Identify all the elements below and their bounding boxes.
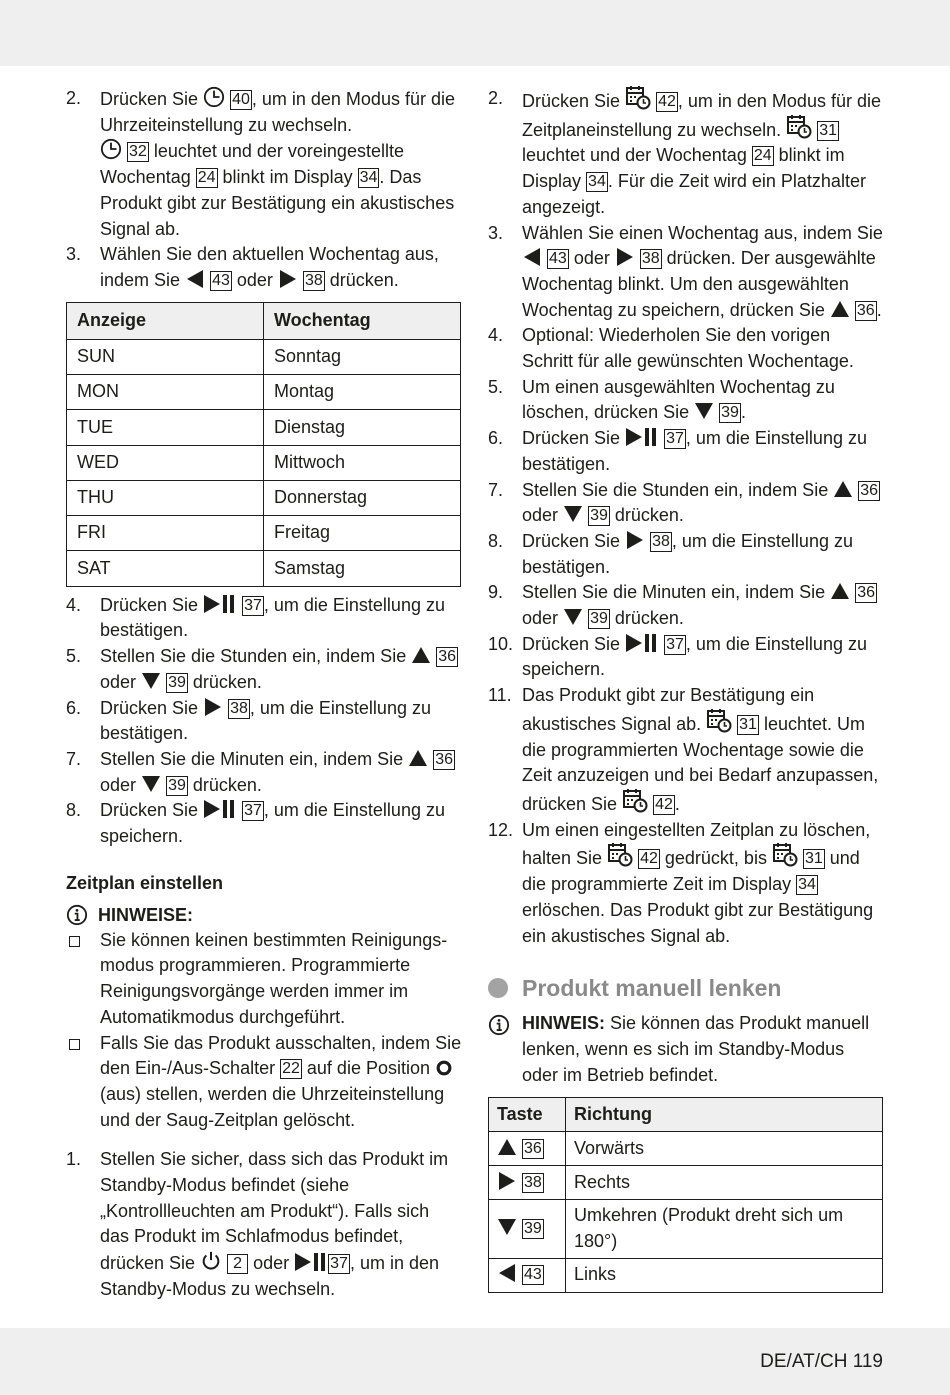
table-cell: Mittwoch (264, 445, 461, 480)
ref-number: 32 (129, 143, 147, 161)
ref-number: 31 (819, 121, 837, 139)
power-icon (200, 1250, 222, 1272)
table-row (67, 480, 461, 515)
step-7-minutes: 7. Stellen Sie die Minuten ein, indem Sie 36 oder 39 drücken. (66, 748, 454, 795)
left-triangle-icon (522, 247, 542, 267)
left-column (66, 86, 462, 1303)
schedule-calendar-icon (706, 709, 732, 733)
ref-number: 38 (230, 699, 248, 717)
subheading-zeitplan: Zeitplan einstellen (66, 872, 224, 893)
note-item: Falls Sie das Produkt ausschalten, indem Sie den Ein-/Aus-Schalter 22 auf die Position (aus) stellen, werden die Uhrzeiteinstellung und der Saug-Zeitplan gelöscht. (66, 1031, 462, 1134)
step-5-delete-day: 5. Um einen ausgewählten Wochentag zu löschen, drücken Sie 39 . (488, 376, 835, 423)
table-header: Wochentag (264, 302, 461, 339)
step-6-confirm: 6. Drücken Sie 38 , um die Einstellung zu bestätigen. (66, 697, 431, 744)
table-header: Taste (489, 1098, 566, 1132)
ref-number: 38 (641, 250, 660, 268)
clock-icon (100, 138, 122, 160)
up-triangle-icon (411, 645, 431, 665)
section-heading: Produkt manuell lenken (488, 973, 884, 1003)
checkbox-bullet-icon (66, 1031, 100, 1134)
notes-heading: HINWEISE: (66, 902, 462, 928)
off-position-icon (435, 1059, 453, 1077)
ref-number: 42 (655, 795, 673, 813)
table-header: Anzeige (67, 302, 264, 339)
down-triangle-icon (563, 504, 583, 524)
ref-number: 34 (588, 173, 606, 191)
ref-number: 43 (549, 250, 567, 268)
table-row (67, 374, 461, 409)
table-row (489, 1166, 883, 1200)
ref-number: 37 (666, 635, 684, 653)
down-triangle-icon (497, 1217, 517, 1237)
table-row (67, 445, 461, 480)
table-cell: SAT (67, 551, 264, 586)
ref-number: 36 (524, 1139, 542, 1157)
ref-number: 37 (666, 430, 684, 448)
table-cell: THU (67, 480, 264, 515)
info-icon (488, 1011, 522, 1088)
table-row (67, 410, 461, 445)
clock-icon (203, 86, 225, 108)
right-column (488, 86, 884, 1293)
step-1-standby: 1. Stellen Sie sicher, dass sich das Produkt im Standby-Modus befindet (siehe „Kontrollleuchten am Produkt“). Falls sich das Produkt im Schlafmodus befindet, drücken Sie 2 oder 37 , um in den Standby-Modus zu wechseln. (66, 1149, 449, 1299)
down-triangle-icon (141, 774, 161, 794)
direction-table (488, 1097, 883, 1292)
down-triangle-icon (563, 607, 583, 627)
section-bullet-icon (488, 978, 508, 998)
ref-number: 36 (856, 301, 875, 319)
left-triangle-icon (497, 1263, 517, 1283)
ref-number: 37 (330, 1255, 348, 1273)
up-triangle-icon (830, 299, 850, 319)
ref-number: 24 (753, 147, 772, 165)
right-triangle-icon (615, 247, 635, 267)
step-8-confirm: 8. Drücken Sie 38 , um die Einstellung zu bestätigen. (488, 530, 853, 577)
right-triangle-icon (625, 530, 645, 550)
step-5-hours: 5. Stellen Sie die Stunden ein, indem Sie 36 oder 39 drücken. (66, 646, 457, 692)
table-cell: Rechts (566, 1166, 883, 1200)
down-triangle-icon (694, 401, 714, 421)
table-row (489, 1132, 883, 1166)
ref-number: 43 (212, 271, 230, 289)
table-cell (489, 1200, 566, 1258)
note-item: Sie können keinen bestimmten Reinigungsmodus programmieren. Programmierte Reinigungsvorgänge werden immer im Automatikmodus durchgeführt. (66, 928, 462, 1031)
ref-number: 36 (857, 584, 876, 602)
ref-number: 39 (590, 507, 608, 525)
right-triangle-icon (497, 1171, 517, 1191)
step-12-delete-schedule: 12. Um einen eingestellten Zeitplan zu löschen, halten Sie 42 gedrückt, bis 31 und die programmierte Zeit im Display 34 erlöschen. Das Produkt gibt zur Bestätigung ein akustisches Signal ab. (488, 819, 874, 946)
table-row (67, 551, 461, 586)
step-11-signal: 11. Das Produkt gibt zur Bestätigung ein akustisches Signal ab. 31 leuchtet. Um die programmierten Wochentage sowie die Zeit anzuzeigen und bei Bedarf anzupassen, drücken Sie 42 . (488, 685, 879, 814)
up-triangle-icon (830, 581, 850, 601)
table-cell: Sonntag (264, 339, 461, 374)
ref-number: 2 (227, 1254, 248, 1274)
ref-number: 39 (721, 404, 739, 422)
table-cell: Links (566, 1258, 883, 1292)
right-triangle-icon (203, 697, 223, 717)
up-triangle-icon (408, 748, 428, 768)
step-2-clock: 2. Drücken Sie 40 , um in den Modus für die Uhrzeiteinstellung zu wechseln. 32 leuchtet und der voreingestellte Wochentag 24 blinkt im Display 34 . Das Produkt gibt zur Bestätigung ein akustisches Signal ab. (66, 88, 455, 239)
hinweis-note: HINWEIS: Sie können das Produkt manuell lenken, wenn es sich im Standby-Modus oder im Betrieb befindet. (488, 1011, 884, 1088)
ref-number: 39 (590, 610, 608, 628)
ref-number: 24 (197, 169, 216, 187)
table-cell: Vorwärts (566, 1132, 883, 1166)
step-2-schedule: 2. Drücken Sie 42 , um in den Modus für die Zeitplaneinstellung zu wechseln. 31 leuchtet und der Wochentag 24 blinkt im Display 34 . Für die Zeit wird ein Platzhalter angezeigt. (488, 88, 881, 217)
ref-number: 37 (244, 802, 262, 820)
ref-number: 39 (524, 1220, 542, 1238)
schedule-calendar-icon (772, 843, 798, 867)
step-7-hours: 7. Stellen Sie die Stunden ein, indem Sie 36 oder 39 drücken. (488, 479, 879, 526)
ref-number: 39 (168, 776, 186, 794)
table-row (67, 339, 461, 374)
table-cell (489, 1166, 566, 1200)
schedule-clock-icon (607, 843, 633, 867)
table-cell (489, 1258, 566, 1292)
up-triangle-icon (833, 479, 853, 499)
table-cell: TUE (67, 410, 264, 445)
schedule-calendar-icon (786, 115, 812, 139)
ref-number: 43 (524, 1266, 542, 1284)
ref-number: 36 (438, 648, 457, 666)
info-icon (66, 904, 88, 926)
ref-number: 42 (640, 850, 658, 868)
table-cell: SUN (67, 339, 264, 374)
table-row (489, 1200, 883, 1258)
up-triangle-icon (497, 1137, 517, 1157)
step-8-save: 8. Drücken Sie 37 , um die Einstellung zu speichern. (66, 800, 445, 847)
table-row (67, 516, 461, 551)
step-3-select-day: 3. Wählen Sie einen Wochentag aus, indem Sie 43 oder 38 drücken. Der ausgewählte Wochentag blinkt. Um den ausgewählten Wochentag zu speichern, drücken Sie 36 . (488, 222, 883, 320)
ref-number: 42 (658, 93, 676, 110)
table-cell: Freitag (264, 516, 461, 551)
ref-number: 31 (804, 850, 823, 868)
ref-number: 31 (739, 715, 757, 733)
step-3-weekday: 3. Wählen Sie den aktuellen Wochentag aus, indem Sie 43 oder 38 drücken. (66, 244, 439, 290)
ref-number: 40 (232, 91, 250, 108)
schedule-clock-icon (625, 86, 651, 110)
ref-number: 38 (304, 271, 323, 289)
page-number: DE/AT/CH 119 (760, 1351, 883, 1372)
ref-number: 38 (524, 1173, 542, 1191)
ref-number: 36 (860, 481, 879, 499)
ref-number: 34 (798, 876, 816, 894)
play-pause-icon (625, 633, 659, 653)
down-triangle-icon (141, 671, 161, 691)
right-triangle-icon (278, 269, 298, 289)
ref-number: 37 (244, 596, 262, 614)
ref-number: 22 (282, 1060, 300, 1078)
table-cell: WED (67, 445, 264, 480)
weekday-table (66, 302, 461, 587)
schedule-clock-icon (622, 789, 648, 813)
table-cell: Umkehren (Produkt dreht sich um 180°) (566, 1200, 883, 1258)
table-cell: Donnerstag (264, 480, 461, 515)
play-pause-icon (625, 427, 659, 447)
table-header-row (67, 302, 461, 339)
checkbox-bullet-icon (66, 928, 100, 1031)
table-cell: Samstag (264, 551, 461, 586)
table-header-row (489, 1098, 883, 1132)
table-cell: Dienstag (264, 410, 461, 445)
table-header: Richtung (566, 1098, 883, 1132)
step-4-confirm: 4. Drücken Sie 37 , um die Einstellung zu bestätigen. (66, 594, 445, 641)
ref-number: 36 (435, 750, 454, 768)
step-6-confirm: 6. Drücken Sie 37 , um die Einstellung zu bestätigen. (488, 428, 867, 474)
step-4-optional: 4. Optional: Wiederholen Sie den vorigen Schritt für alle gewünschten Wochentage. (488, 325, 854, 372)
table-cell: Montag (264, 374, 461, 409)
header-band (0, 0, 950, 66)
table-cell: MON (67, 374, 264, 409)
play-pause-icon (294, 1252, 328, 1272)
ref-number: 38 (652, 532, 670, 550)
table-cell: FRI (67, 516, 264, 551)
play-pause-icon (203, 799, 237, 819)
table-row (489, 1258, 883, 1292)
ref-number: 39 (168, 673, 186, 691)
play-pause-icon (203, 594, 237, 614)
step-9-minutes: 9. Stellen Sie die Minuten ein, indem Sie 36 oder 39 drücken. (488, 582, 876, 629)
table-cell (489, 1132, 566, 1166)
ref-number: 34 (359, 169, 378, 187)
step-10-save: 10. Drücken Sie 37 , um die Einstellung zu speichern. (488, 633, 867, 680)
left-triangle-icon (185, 269, 205, 289)
